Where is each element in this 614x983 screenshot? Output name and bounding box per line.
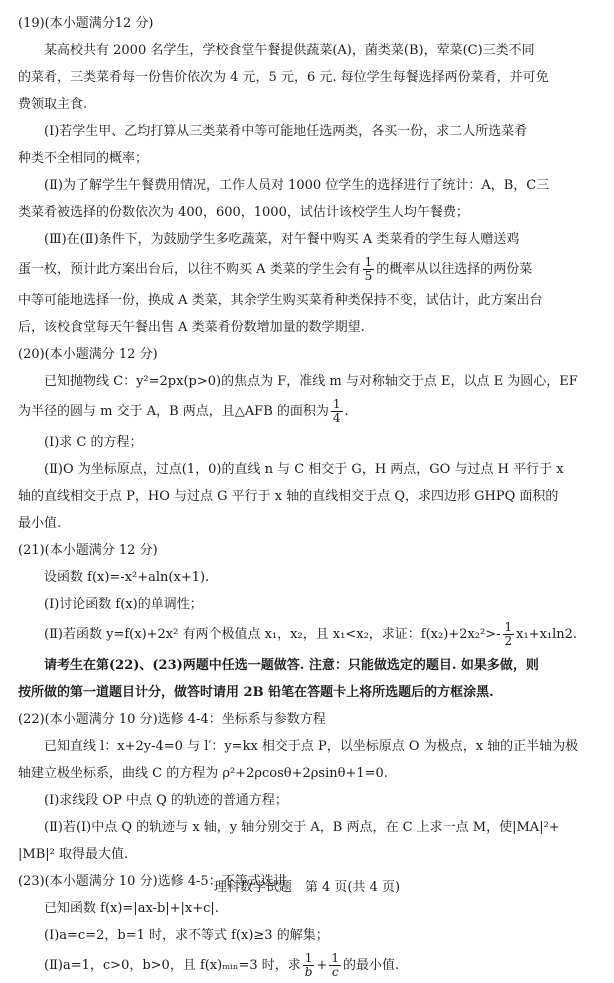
q19-heading: (19)(本小题满分12 分): [18, 16, 154, 31]
q21-part2: [18, 618, 594, 652]
instruction-note-line-2: 按所做的第一道题目计分，做答时请用 2B 铅笔在答题卡上将所选题后的方框涂黑.: [18, 685, 494, 700]
plus-sign: +: [316, 958, 328, 973]
fraction-denominator: 4: [332, 411, 341, 425]
fraction-one-half: [503, 621, 515, 648]
q22-stem-line-2: 轴建立极坐标系，曲线 C 的方程为 ρ²+2ρcosθ+2ρsinθ+1=0.: [18, 766, 388, 781]
q23-part2-text-after: 的最小值.: [343, 958, 400, 973]
q20-stem-line-2: [18, 395, 594, 429]
q19-stem-line-3: 费领取主食.: [18, 97, 88, 112]
q19-part3-line-3: 中等可能地选择一份，换成 A 类菜，其余学生购买菜肴种类保持不变，试估计，此方案出台: [18, 293, 543, 308]
fraction-one-over-c: [329, 952, 341, 979]
fraction-one-over-b: [303, 952, 315, 979]
page-footer: 理科数学试题 第 4 页(共 4 页): [213, 880, 401, 895]
q19-part1-line-1: (Ⅰ)若学生甲、乙均打算从三类菜肴中等可能地任选两类，各买一份，求二人所选菜肴: [44, 124, 528, 139]
q19-part2-line-2: 类菜肴被选择的份数依次为 400，600，1000，试估计该校学生人均午餐费；: [18, 205, 469, 220]
fraction-numerator: 1: [303, 952, 315, 966]
fraction-one-fourth: [331, 398, 343, 425]
fraction-denominator: c: [331, 965, 339, 979]
q20-part1: (Ⅰ)求 C 的方程；: [44, 435, 143, 450]
q21-stem: 设函数 f(x)=-x²+aln(x+1).: [44, 570, 210, 585]
q23-stem: 已知函数 f(x)=|ax-b|+|x+c|.: [44, 901, 219, 916]
q23-part2-text-before: (Ⅱ)a=1，c>0，b>0，且 f(x)ₘᵢₙ=3 时，求: [44, 958, 301, 973]
q20-part2-line-3: 最小值.: [18, 516, 62, 531]
fraction-denominator: 5: [364, 269, 373, 283]
q19-part3-line-4: 后，该校食堂每天午餐出售 A 类菜肴份数增加量的数学期望.: [18, 320, 365, 335]
q21-heading: (21)(本小题满分 12 分): [18, 543, 158, 558]
q23-part1: (Ⅰ)a=c=2，b=1 时，求不等式 f(x)≥3 的解集；: [44, 928, 329, 943]
fraction-numerator: 1: [332, 397, 341, 411]
q19-stem-line-2: 的菜肴，三类菜肴每一份售价依次为 4 元，5 元，6 元. 每位学生每餐选择两份菜肴，并可免: [18, 70, 549, 85]
instruction-note-line-1: 请考生在第(22)、(23)两题中任选一题做答. 注意：只能做选定的题目. 如果多做，则: [44, 658, 539, 673]
q20-stem-text-before: 为半径的圆与 m 交于 A，B 两点，且△AFB 的面积为: [18, 404, 329, 419]
q20-stem-text-after: .: [344, 404, 349, 419]
fraction-denominator: 2: [504, 634, 513, 648]
q22-part2-line-1: (Ⅱ)若(Ⅰ)中点 Q 的轨迹与 x 轴，y 轴分别交于 A，B 两点，在 C 上求一点 M，使|MA|²+: [44, 820, 560, 835]
q22-part2-line-2: |MB|² 取得最大值.: [18, 847, 129, 862]
q20-part2-line-1: (Ⅱ)O 为坐标原点，过点(1，0)的直线 n 与 C 相交于 G，H 两点，GO 与过点 H 平行于 x: [44, 462, 564, 477]
fraction-one-fifth: [363, 256, 375, 283]
q21-part2-text-before: (Ⅱ)若函数 y=f(x)+2x² 有两个极值点 x₁，x₂，且 x₁<x₂，求证：f(x₂)+2x₂²>-: [44, 627, 501, 642]
q21-part1: (Ⅰ)讨论函数 f(x)的单调性；: [44, 597, 203, 612]
q22-stem-line-1: 已知直线 l：x+2y-4=0 与 l′：y=kx 相交于点 P，以坐标原点 O 为极点，x 轴的正半轴为极: [44, 739, 579, 754]
q19-part3-line-1: (Ⅲ)在(Ⅱ)条件下，为鼓励学生多吃蔬菜，对午餐中购买 A 类菜肴的学生每人赠送鸡: [44, 232, 520, 247]
q23-part2: [18, 949, 594, 983]
q19-part2-line-1: (Ⅱ)为了解学生午餐费用情况，工作人员对 1000 位学生的选择进行了统计：A，B，C三: [44, 178, 550, 193]
fraction-numerator: 1: [364, 255, 373, 269]
fraction-denominator: b: [304, 965, 313, 979]
q20-part2-line-2: 轴的直线相交于点 P，HO 与过点 G 平行于 x 轴的直线相交于点 Q，求四边形 GHPQ 面积的: [18, 489, 559, 504]
fraction-numerator: 1: [331, 951, 339, 965]
q20-heading: (20)(本小题满分 12 分): [18, 347, 158, 362]
q22-part1: (Ⅰ)求线段 OP 中点 Q 的轨迹的普通方程；: [44, 793, 288, 808]
q21-part2-text-after: x₁+x₁ln2.: [516, 627, 578, 642]
q22-heading: (22)(本小题满分 10 分)选修 4-4：坐标系与参数方程: [18, 712, 326, 727]
q19-stem-line-1: 某高校共有 2000 名学生，学校食堂午餐提供蔬菜(A)，菌类菜(B)，荤菜(C)三类不同: [44, 43, 535, 58]
q19-part3-text-after: 的概率从以往选择的两份菜: [376, 262, 533, 277]
q19-part3-line-2: [18, 253, 594, 287]
q20-stem-line-1: 已知抛物线 C：y²=2px(p>0)的焦点为 F，准线 m 与对称轴交于点 E，以点 E 为圆心，EF: [44, 374, 578, 389]
q19-part3-text-before: 蛋一枚，预计此方案出台后，以往不购买 A 类菜的学生会有: [18, 262, 361, 277]
q19-part1-line-2: 种类不全相同的概率；: [18, 151, 149, 166]
fraction-numerator: 1: [504, 620, 513, 634]
q23-heading: (23)(本小题满分 10 分)选修 4-5：不等式选讲: [18, 874, 287, 889]
